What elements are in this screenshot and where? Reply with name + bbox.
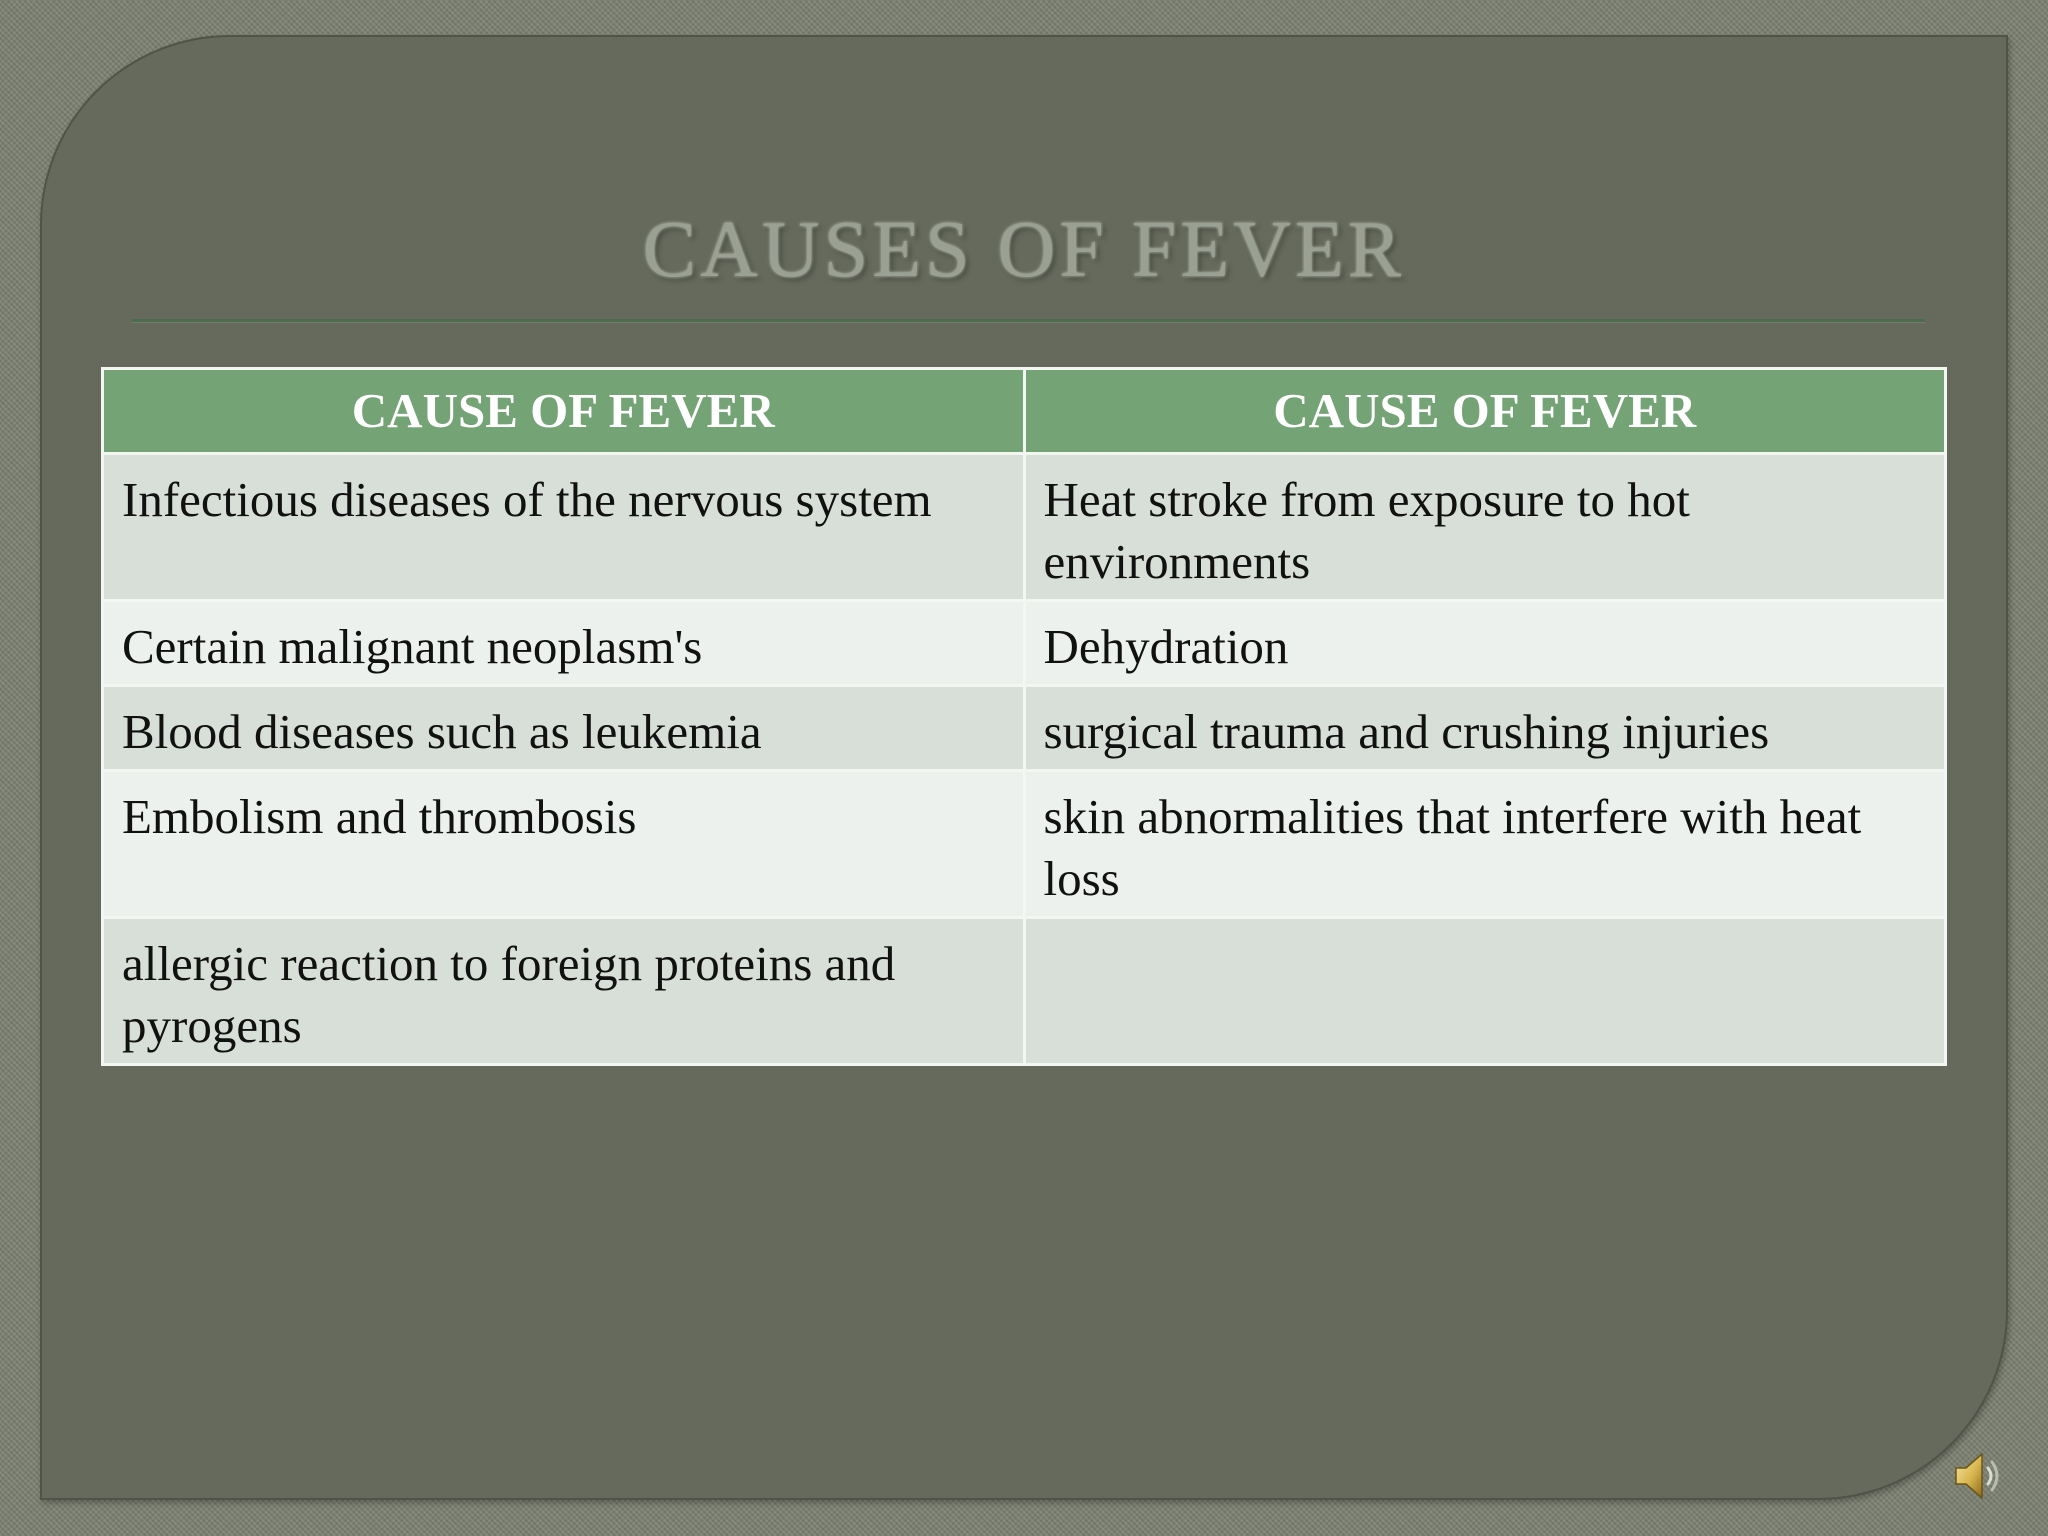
table-header-row <box>103 369 1946 454</box>
table-row <box>103 771 1946 918</box>
table-cell: Dehydration <box>1024 601 1946 686</box>
table-header-cell: CAUSE OF FEVER <box>1024 369 1946 454</box>
table-cell: surgical trauma and crushing injuries <box>1024 686 1946 771</box>
table-cell <box>1024 918 1946 1065</box>
table-cell: allergic reaction to foreign proteins and pyrogens <box>103 918 1025 1065</box>
table-row <box>103 918 1946 1065</box>
slide-title: CAUSES OF FEVER <box>642 206 1406 294</box>
table-cell: Certain malignant neoplasm's <box>103 601 1025 686</box>
table-cell: Blood diseases such as leukemia <box>103 686 1025 771</box>
speaker-icon[interactable] <box>1952 1446 2002 1506</box>
table-row <box>103 454 1946 601</box>
title-underline <box>132 319 1925 322</box>
causes-table <box>101 367 1947 1066</box>
table-cell: Infectious diseases of the nervous system <box>103 454 1025 601</box>
table-header-cell: CAUSE OF FEVER <box>103 369 1025 454</box>
speaker-icon-graphic <box>1952 1446 2002 1506</box>
table-row <box>103 686 1946 771</box>
table-row <box>103 601 1946 686</box>
table-cell: Heat stroke from exposure to hot environments <box>1024 454 1946 601</box>
table-cell: Embolism and thrombosis <box>103 771 1025 918</box>
table-cell: skin abnormalities that interfere with heat loss <box>1024 771 1946 918</box>
